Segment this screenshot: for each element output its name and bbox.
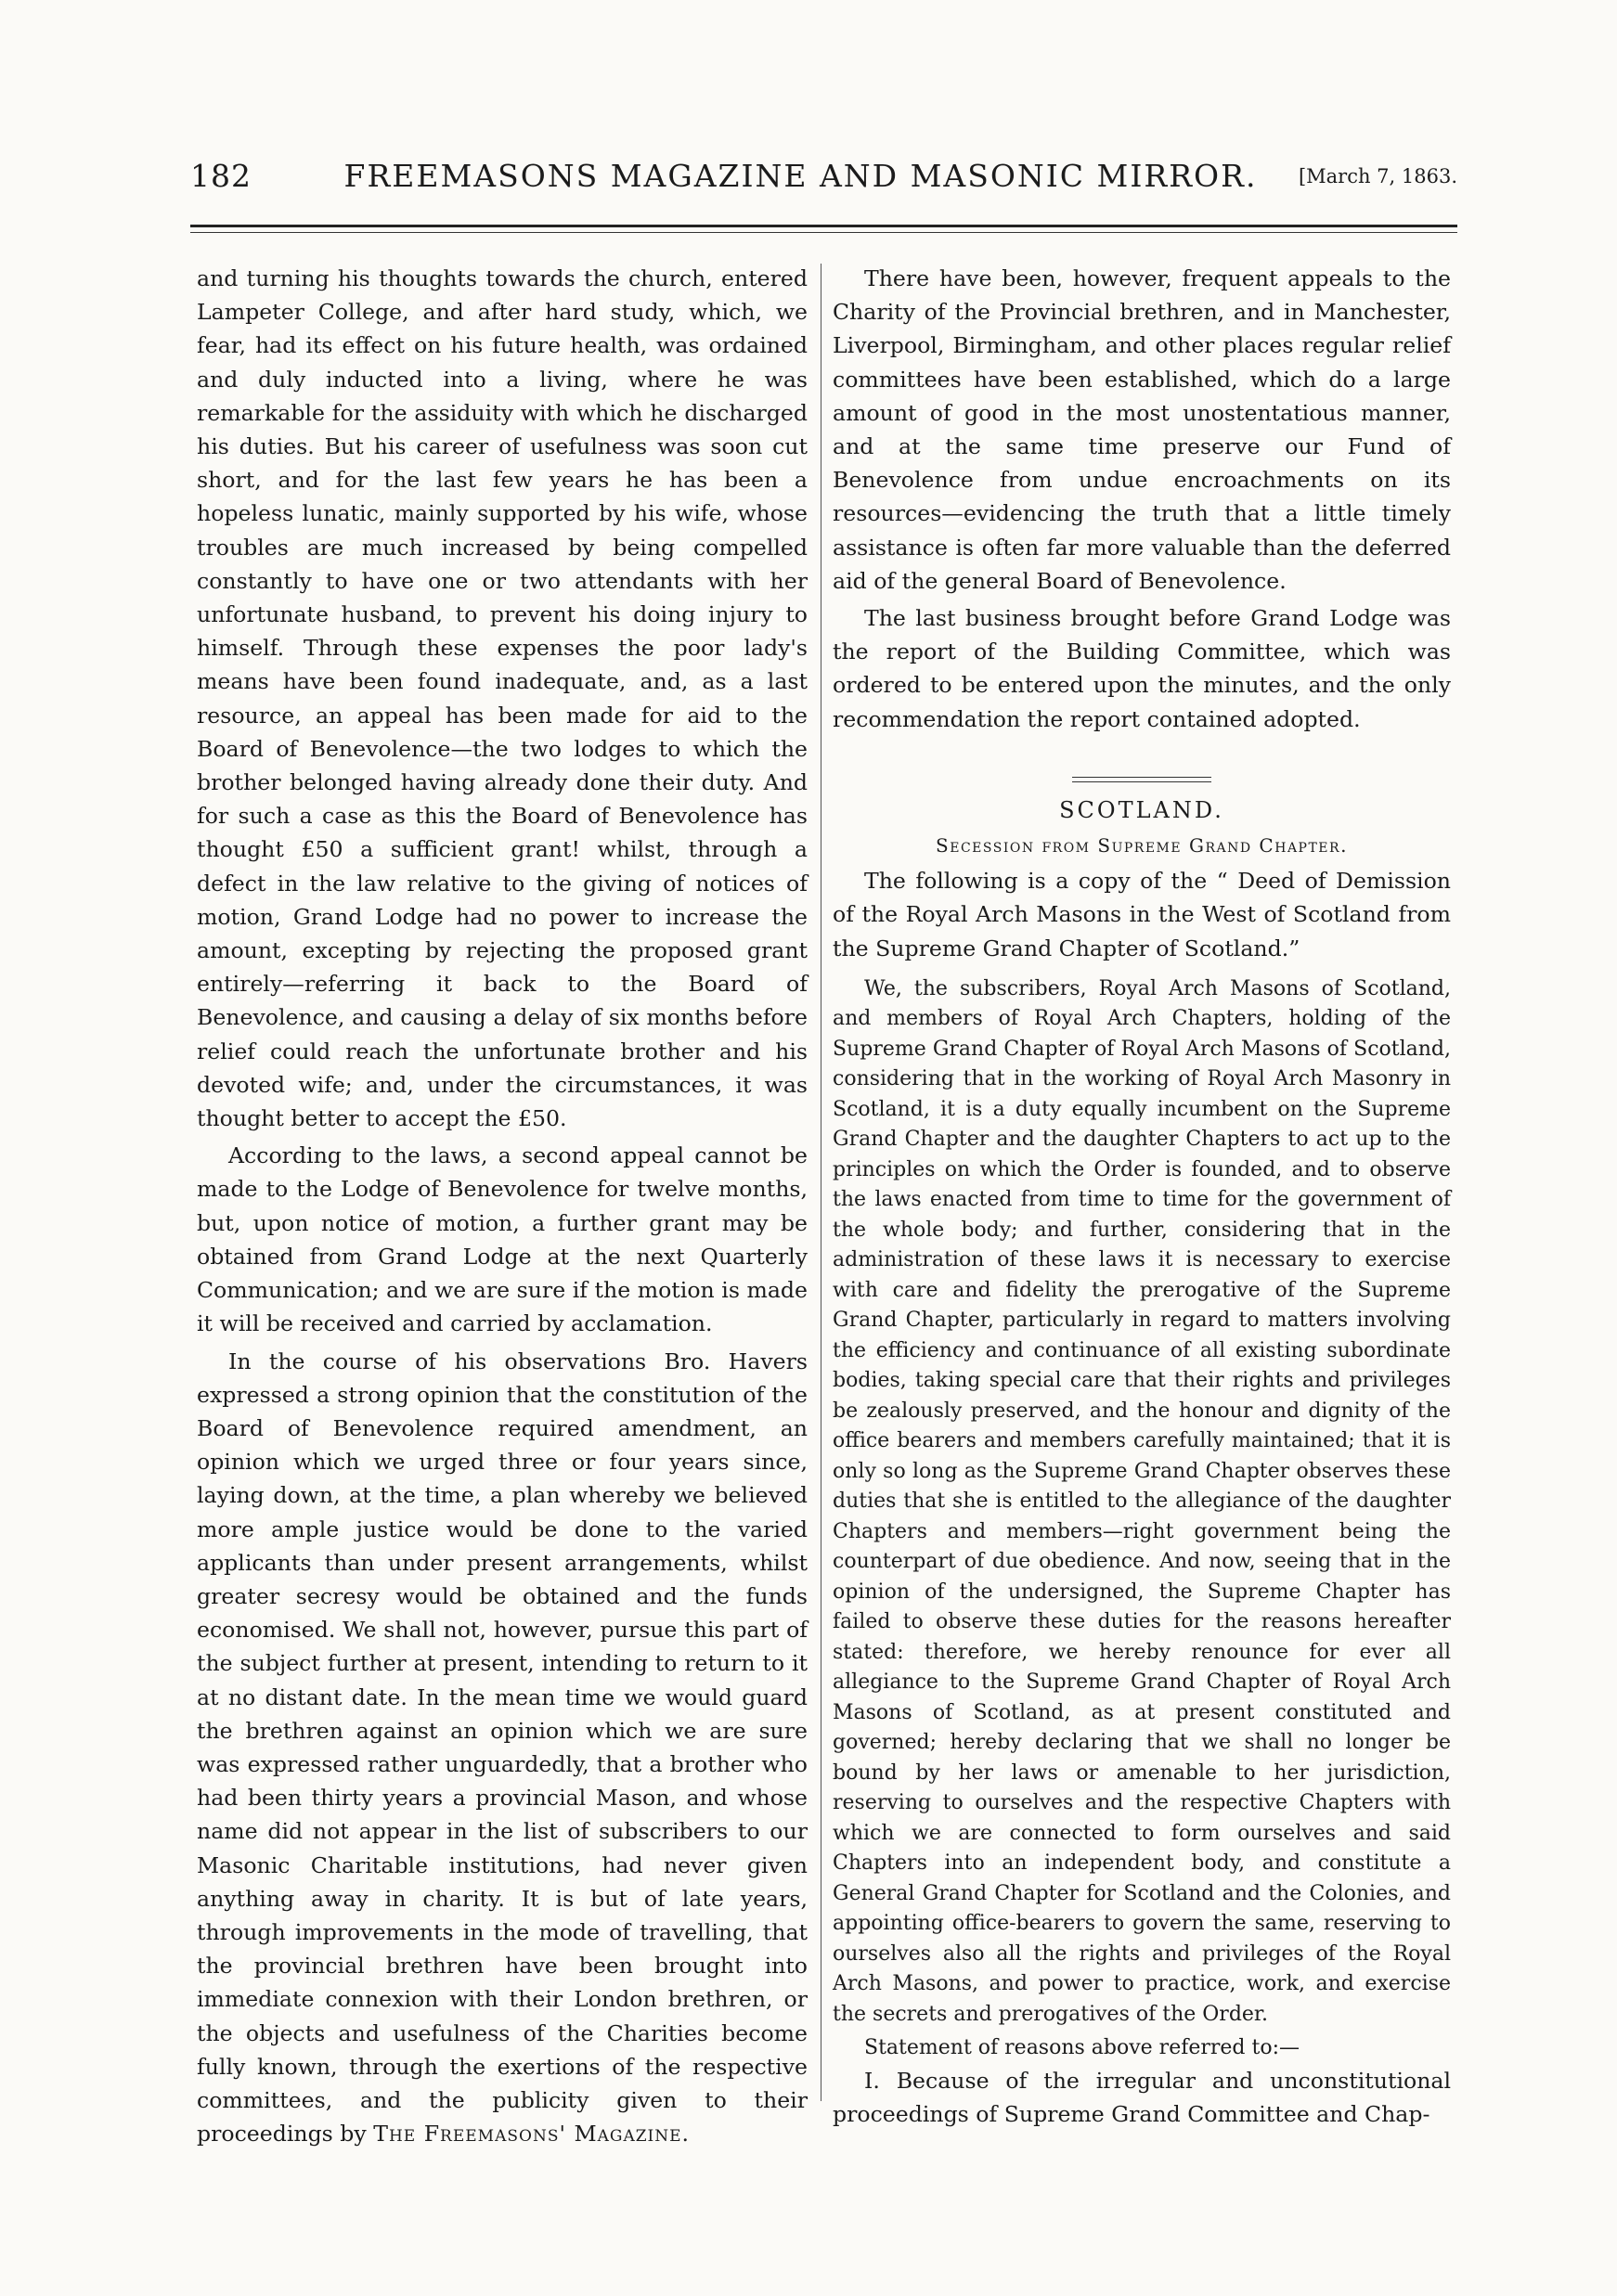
reasons-intro: Statement of reasons above referred to:— [864,2036,1300,2060]
header-rule-thick [190,225,1457,227]
issue-date: [March 7, 1863. [1298,165,1457,187]
left-column [197,262,808,2150]
page-header [190,158,1457,210]
right-paragraph-3: The following is a copy of the “ Deed of Demission of the Royal Arch Masons in the West of Scotland from the Supreme Grand Chapter of Scotland.” [833,868,1451,961]
deed-paragraph: We, the subscribers, Royal Arch Masons of Scotland, and members of Royal Arch Chapters, holding of the Supreme Grand Chapter of Royal Arch Masons of Scotland, considering that in the working of Royal Arch Masonry in Scotland, it is a duty equally incumbent on the Supreme Grand Chapter and the daughter Chapters to act up to the principles on which the Order is founded, and to observe the laws enacted from time to time for the government of the whole body; and further, considering that in the administration of these laws it is necessary to exercise with care and fidelity the prerogative of the Supreme Grand Chapter, particularly in regard to matters involving the efficiency and continuance of all existing subordinate bodies, taking special care that their rights and privileges be zealously preserved, and the honour and dignity of the office bearers and members carefully maintained; that it is only so long as the Supreme Grand Chapter observes these duties that she is entitled to the allegiance of the daughter Chapters and members—right government being the counterpart of due obedience. And now, seeing that in the opinion of the undersigned, the Supreme Chapter has failed to observe these duties for the reasons hereafter stated: therefore, we hereby renounce for ever all allegiance to the Supreme Grand Chapter of Royal Arch Masons of Scotland, as at present constituted and governed; hereby declaring that we shall no longer be bound by her laws or amenable to her jurisdiction, reserving to ourselves and the respective Chapters with which we are connected to form ourselves and said Chapters into an independent body, and constitute a General Grand Chapter for Scotland and the Colonies, and appointing office-bearers to govern the same, reserving to ourselves also all the rights and privileges of the Royal Arch Masons, and power to practice, work, and exercise the secrets and prerogatives of the Order. [833,976,1451,2026]
page-number: 182 [190,158,252,194]
left-paragraph-3-text: In the course of his observations Bro. Havers expressed a strong opinion that the constitution of the Board of Benevolence required amendment, an opinion which we urged three or four years since, laying down, at the time, a plan whereby we believed more ample justice would be done to the varied applicants than under present arrangements, whilst greater secresy would be obtained and the funds economised. We shall not, however, pursue this part of the subject further at present, intending to return to it at no distant date. In the mean time we would guard the brethren against an opinion which we are sure was expressed rather unguardedly, that a brother who had been thirty years a provincial Mason, and whose name did not appear in the list of subscribers to our Masonic Charitable institutions, had never given anything away in charity. It is but of late years, through improvements in the mode of travelling, that the provincial brethren have been brought into immediate connexion with their London brethren, or the objects and usefulness of the Charities become fully known, through the exertions of the respective committees, and the publicity given to their proceedings by [197,1348,808,2148]
magazine-name-ref: The Freemasons' Magazine. [373,2121,691,2148]
reason-one: I. Because of the irregular and unconstitutional proceedings of Supreme Grand Committee and Chap- [833,2067,1451,2128]
deed-text-block [833,974,1451,2064]
section-subheading: Secession from Supreme Grand Chapter. [936,834,1348,858]
header-rule-thin [190,232,1457,233]
right-paragraph-1: There have been, however, frequent appeals to the Charity of the Provincial brethren, and in Manchester, Liverpool, Birmingham, and other places regular relief committees have been established, which do a large amount of good in the most unostentatious manner, and at the same time preserve our Fund of Benevolence from undue encroachments on its resources—evidencing the truth that a little timely assistance is often far more valuable than the deferred aid of the general Board of Benevolence. [833,265,1451,594]
left-paragraph-3 [197,1345,808,2151]
right-column [833,262,1451,2131]
right-paragraph-2: The last business brought before Grand Lodge was the report of the Building Committee, which was ordered to be entered upon the minutes, and the only recommendation the report contained adopted. [833,605,1451,732]
left-paragraph-1: and turning his thoughts towards the church, entered Lampeter College, and after hard study, which, we fear, had its effect on his future health, was ordained and duly inducted into a living, where he was remarkable for the assiduity with which he discharged his duties. But his career of usefulness was soon cut short, and for the last few years he has been a hopeless lunatic, mainly supported by his wife, whose troubles are much increased by being compelled constantly to have one or two attendants with her unfortunate husband, to prevent his doing injury to himself. Through these expenses the poor lady's means have been found inadequate, and, as a last resource, an appeal has been made for aid to the Board of Benevolence—the two lodges to which the brother belonged having already done their duty. And for such a case as this the Board of Benevolence has thought £50 a sufficient grant! whilst, through a defect in the law relative to the giving of notices of motion, Grand Lodge had no power to increase the amount, excepting by rejecting the proposed grant entirely—referring it back to the Board of Benevolence, and causing a delay of six months before relief could reach the unfortunate brother and his devoted wife; and, under the circumstances, it was thought better to accept the £50. [197,265,808,1132]
left-paragraph-2: According to the laws, a second appeal cannot be made to the Lodge of Benevolence for twelve months, but, upon notice of motion, a further grant may be obtained from Grand Lodge at the next Quarterly Communication; and we are sure if the motion is made it will be received and carried by acclamation. [197,1142,808,1337]
section-ornament-rule [1072,777,1211,782]
magazine-title: FREEMASONS MAGAZINE AND MASONIC MIRROR. [343,158,1258,194]
section-heading: SCOTLAND. [1059,796,1224,823]
